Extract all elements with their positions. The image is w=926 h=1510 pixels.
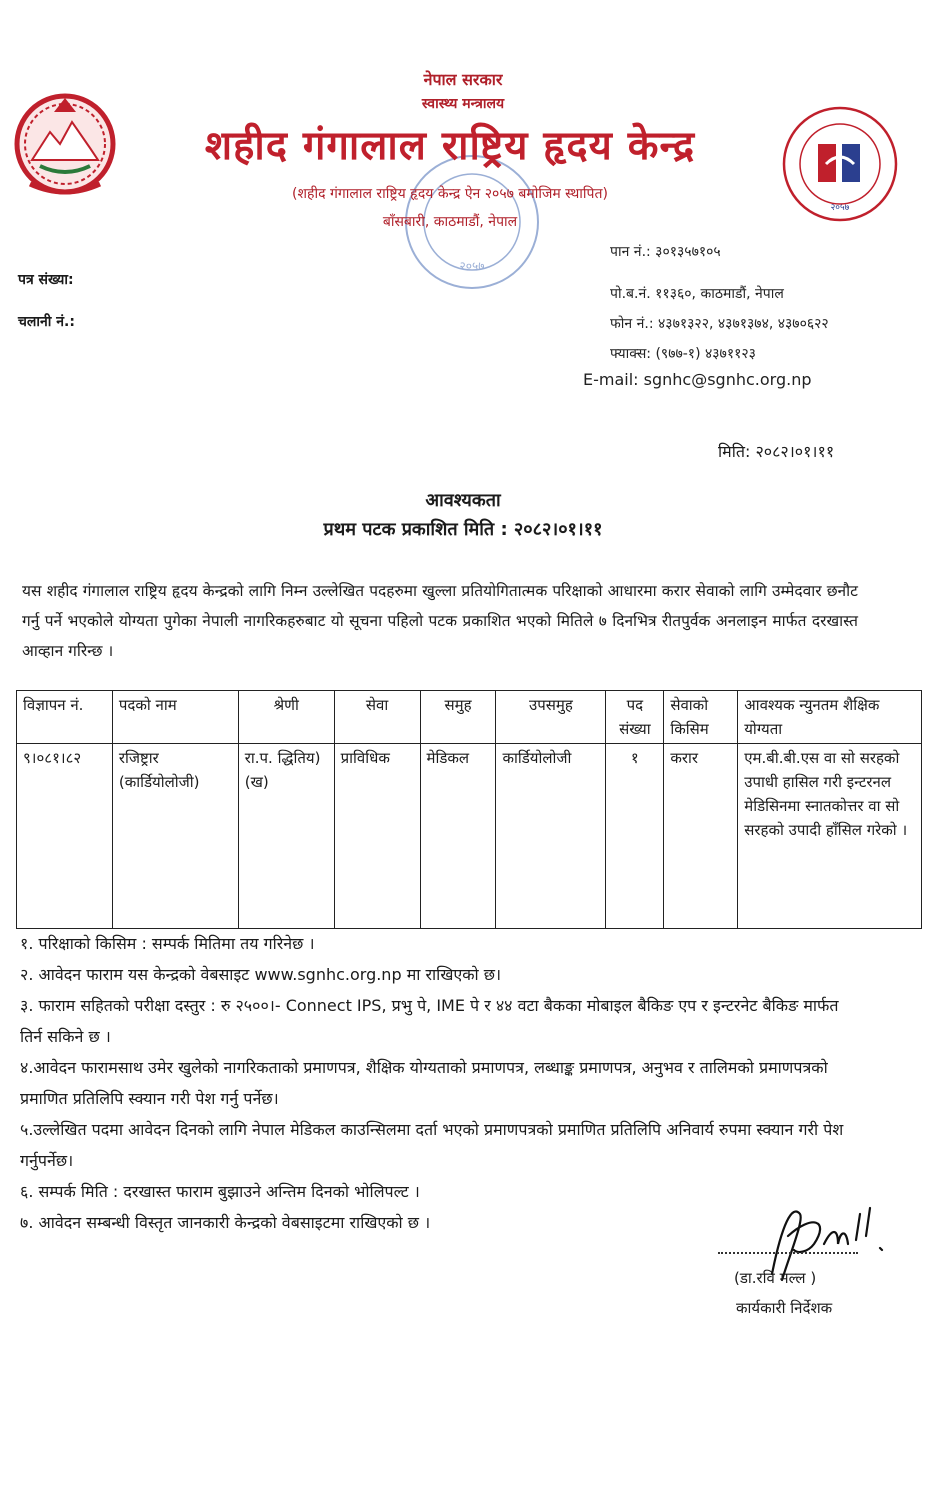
- letter-number-label: पत्र संख्या:: [18, 272, 74, 288]
- pan-number: पान नं.: ३०१३५७१०५: [610, 244, 721, 260]
- note-item: ७. आवेदन सम्बन्धी विस्तृत जानकारी केन्द्रको वेबसाइटमा राखिएको छ ।: [20, 1213, 431, 1232]
- first-published-date: प्रथम पटक प्रकाशित मिति : २०८२।०१।११: [323, 519, 603, 540]
- table-row: [17, 744, 922, 929]
- header-cell: सेवाको किसिम: [664, 691, 738, 744]
- government-name: नेपाल सरकार: [423, 70, 503, 89]
- table-cell: एम.बी.बी.एस वा सो सरहको उपाधी हासिल गरी इन्टरनल मेडिसिनमा स्नातकोत्तर वा सो सरहको उपादी हाँसिल गरेको ।: [738, 744, 922, 929]
- header-cell: श्रेणी: [238, 691, 334, 744]
- ministry-name: स्वास्थ्य मन्त्रालय: [421, 96, 505, 112]
- vacancy-table: [16, 690, 922, 929]
- stamp-year-text: २०५७: [459, 259, 485, 273]
- fax-number: फ्याक्स: (९७७-१) ४३७११२३: [610, 346, 756, 362]
- note-item: ५.उल्लेखित पदमा आवेदन दिनको लागि नेपाल मेडिकल काउन्सिलमा दर्ता भएको प्रमाणपत्रको प्रमाणित प्रतिलिपि अनिवार्य रुपमा स्क्यान गरी पेश गर्नुपर्नेछ।: [20, 1120, 844, 1170]
- signatory-name: (डा.रवि मल्ल ): [734, 1269, 817, 1287]
- table-cell: प्राविधिक: [334, 744, 420, 929]
- hospital-logo-icon: [780, 104, 900, 224]
- phone-numbers: फोन नं.: ४३७१३२२, ४३७१३७४, ४३७०६२२: [610, 316, 829, 332]
- header-cell: पद संख्या: [606, 691, 664, 744]
- header-cell: समुह: [420, 691, 496, 744]
- header-cell: उपसमुह: [496, 691, 606, 744]
- table-cell: रा.प. द्धितिय)(ख): [238, 744, 334, 929]
- note-item: १. परिक्षाको किसिम : सम्पर्क मितिमा तय गरिनेछ ।: [20, 934, 315, 953]
- hospital-address: बाँसबारी, काठमाडौं, नेपाल: [382, 214, 518, 230]
- po-box: पो.ब.नं. ११३६०, काठमाडौं, नेपाल: [610, 286, 784, 302]
- header-cell: विज्ञापन नं.: [17, 691, 113, 744]
- hospital-name: शहीद गंगालाल राष्ट्रिय हृदय केन्द्र: [204, 123, 696, 169]
- note-item: ३. फाराम सहितको परीक्षा दस्तुर : रु २५००।- Connect IPS, प्रभु पे, IME पे र ४४ वटा बैकका मोबाइल बैकिङ एप र इन्टरनेट बैकिङ मार्फत तिर्न सकिने छ ।: [20, 996, 839, 1046]
- dispatch-number-label: चलानी नं.:: [18, 314, 75, 330]
- notes-list: [20, 928, 862, 1238]
- table-header-row: [17, 691, 922, 744]
- header-cell: सेवा: [334, 691, 420, 744]
- table-cell: मेडिकल: [420, 744, 496, 929]
- table-cell: ९।०८१।८२: [17, 744, 113, 929]
- note-item: ४.आवेदन फारामसाथ उमेर खुलेको नागरिकताको प्रमाणपत्र, शैक्षिक योग्यताको प्रमाणपत्र, लब्धाङ्क प्रमाणपत्र, अनुभव र तालिमको प्रमाणपत्रको प्रमाणित प्रतिलिपि स्क्यान गरी पेश गर्नु पर्नेछ।: [20, 1058, 828, 1108]
- table-cell: करार: [664, 744, 738, 929]
- table-cell: कार्डियोलोजी: [496, 744, 606, 929]
- signature-line: [718, 1242, 858, 1254]
- signatory-title: कार्यकारी निर्देशक: [736, 1299, 833, 1317]
- notice-intro-paragraph: यस शहीद गंगालाल राष्ट्रिय हृदय केन्द्रको लागि निम्न उल्लेखित पदहरुमा खुल्ला प्रतियोगितात्मक परिक्षाको आधारमा करार सेवाको लागि उम्मेदवार छनौट गर्नु पर्ने भएकोले योग्यता पुगेका नेपाली नागरिकहरुबाट यो सूचना पहिलो पटक प्रकाशित भएको मितिले ७ दिनभित्र रीतपुर्वक अनलाइन मार्फत दरखास्त आव्हान गरिन्छ ।: [22, 582, 858, 660]
- header-cell: आवश्यक न्युनतम शैक्षिक योग्यता: [738, 691, 922, 744]
- notice-title: आवश्यकता: [425, 490, 501, 511]
- letter-date: मिति: २०८२।०१।११: [718, 442, 835, 461]
- logo-year-text: २०५७: [830, 203, 850, 213]
- email-address: E-mail: sgnhc@sgnhc.org.np: [583, 370, 812, 389]
- note-item: २. आवेदन फाराम यस केन्द्रको वेबसाइट www.sgnhc.org.np मा राखिएको छ।: [20, 965, 502, 984]
- table-cell: १: [606, 744, 664, 929]
- establishment-act-line: (शहीद गंगालाल राष्ट्रिय हृदय केन्द्र ऐन २०५७ बमोजिम स्थापित): [292, 186, 608, 202]
- header-cell: पदको नाम: [112, 691, 238, 744]
- table-cell: रजिष्ट्रार (कार्डियोलोजी): [112, 744, 238, 929]
- note-item: ६. सम्पर्क मिति : दरखास्त फाराम बुझाउने अन्तिम दिनको भोलिपल्ट ।: [20, 1182, 420, 1201]
